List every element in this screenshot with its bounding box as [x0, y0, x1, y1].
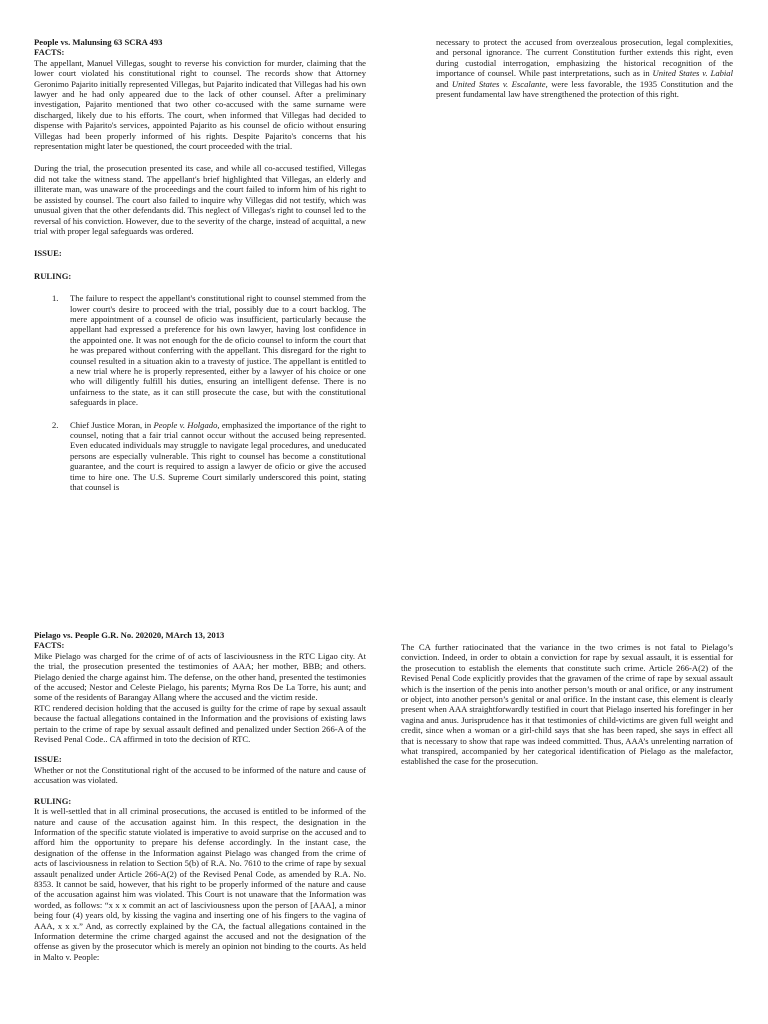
case1-right-column — [436, 37, 733, 99]
case1-ruling-item-1 — [52, 293, 366, 408]
case2-right-text: The CA further ratiocinated that the variance in the two crimes is not fatal to Pielago’s conviction. Indeed, in order to obtain a conviction for rape by sexual assault, it is essential for the prosecution to establish the elements that constitute such crime. Article 266-A(2) of the Revised Penal Code explicitly provides that the gravamen of the crime of rape by sexual assault which is the insertion of the penis into another person’s mouth or anal orifice, or any instrument or object, into another person’s genital or anal orifice. In the instant case, this element is clearly present when AAA straightforwardly testified in court that Pielago inserted his forefinger in her vagina and anus. Jurisprudence has it that testimonies of child-victims are given full weight and credit, since when a woman or a girl-child says that she has been raped, she says in effect all that is necessary to show that rape was indeed committed. Thus, AAA’s unrelenting narration of what transpired, accompanied by her categorical identification of Pielago as the malefactor, established the case for the prosecution. — [401, 642, 733, 767]
case1-continuation — [436, 37, 733, 99]
case2-left-column — [34, 630, 366, 962]
case2-title: Pielago vs. People G.R. No. 202020, MArch 13, 2013 — [34, 630, 225, 640]
case2-facts-paragraph-2: RTC rendered decision holding that the accused is guilty for the crime of rape by sexual assault because the factual allegations contained in the Information and the provisions of existing laws pertain to the crime of rape by sexual assault defined and penalized under Section 266-A of the Revised Penal Code.. CA affirmed in toto the decision of RTC. — [34, 702, 366, 745]
case1-ruling-item-1-number: 1. — [52, 293, 59, 304]
case1-facts-paragraph-1: The appellant, Manuel Villegas, sought to reverse his conviction for murder, claiming that the lower court violated his constitutional right to counsel. The records show that Attorney Geronimo Pajarito initially represented Villegas, but Pajarito indicated that Villegas had his own lawyer and he had only appeared due to the lack of other counsel. After a preliminary investigation, Pajarito mentioned that two other co-accused with the same surname were discharged, likely due to his efforts. The court, when informed that Villegas had decided to dispense with Pajarito's services, appointed Pajarito as his counsel de oficio without ensuring Villegas had been properly informed of his rights. Despite Pajarito's concerns that his representation might later be questioned, the court proceeded with the trial. — [34, 57, 366, 152]
case1-continuation-citation-2: United States v. Escalante — [451, 78, 546, 89]
case1-issue-label: ISSUE: — [34, 248, 62, 259]
case2-facts-label: FACTS: — [34, 640, 65, 651]
case1-ruling-item-2-number: 2. — [52, 419, 59, 430]
case1-ruling-item-2-case-citation: People v. Holgado — [153, 419, 218, 430]
case1-facts-paragraph-2: During the trial, the prosecution presented its case, and while all co-accused testified, Villegas did not take the witness stand. The appellant's brief highlighted that Villegas, an elderly and illiterate man, was unaware of the proceedings and the court failed to inform him of his right to be assisted by counsel. The court also failed to inquire why Villegas did not testify, which was unusual given that the other defendants did. This neglect of Villegas's right to counsel led to the reversal of his conviction. However, due to the severity of the charge, instead of acquittal, a new trial with proper legal safeguards was ordered. — [34, 163, 366, 236]
case1-ruling-item-1-text: The failure to respect the appellant's constitutional right to counsel stemmed from the lower court's desire to proceed with the trial, possibly due to a court backlog. The mere appointment of a counsel de oficio was insufficient, particularly because the appellant had expressed a preference for his own lawyer, having lost confidence in the appointed one. It was not enough for the de oficio counsel to inform the court that he was prepared without conferring with the appellant. This disregard for the right to counsel resulted in a situation akin to a travesty of justice. The appellant is entitled to a new trial where he is properly represented, either by a lawyer of his choice or one who will diligently fulfill his duties, ensuring an intelligent defense. There is no unfairness to the state, as it can still prosecute the case, but with the constitutional safeguards in place. — [70, 293, 366, 408]
case1-continuation-text-b: and — [436, 78, 452, 89]
case1-ruling-list — [52, 293, 366, 493]
case1-left-column — [34, 37, 366, 502]
case2-right-column — [401, 642, 733, 767]
case1-ruling-item-2 — [52, 419, 366, 493]
case2-issue-label: ISSUE: — [34, 754, 62, 765]
case1-ruling-item-2-text-b: , emphasized the importance of the right to counsel, noting that a fair trial cannot occur without the accused being represented. Even educated individuals may struggle to navigate legal procedures, and uneducated persons are especially vulnerable. This right to counsel has become a constitutional guarantee, and the court is required to assign a lawyer de oficio or give the accused time to hire one. The U.S. Supreme Court similarly underscored this point, stating that counsel is — [70, 419, 366, 493]
case1-ruling-item-2-text-a: Chief Justice Moran, in — [70, 419, 154, 430]
case1-ruling-label: RULING: — [34, 270, 72, 281]
case1-continuation-text-c: , were less favorable, the 1935 Constitution and the present fundamental law have strengthened the protection of this right. — [436, 78, 734, 100]
case1-title: People vs. Malunsing 63 SCRA 493 — [34, 37, 163, 47]
case2-issue-text: Whether or not the Constitutional right of the accused to be informed of the nature and cause of accusation was violated. — [34, 764, 366, 786]
case2-ruling-label: RULING: — [34, 795, 72, 806]
case2-ruling-text: It is well-settled that in all criminal prosecutions, the accused is entitled to be informed of the nature and cause of the accusation against him. In this respect, the designation in the Information of the specific statute violated is imperative to avoid surprise on the accused and to afford him the opportunity to prepare his defense accordingly. In the instant case, the designation of the offense in the Information against Pielago was changed from the crime of acts of lasciviousness in relation to Section 5(b) of R.A. No. 7610 to the crime of rape by sexual assault penalized under Article 266-A(2) of the Revised Penal Code, as amended by R.A. No. 8353. It cannot be said, however, that his right to be properly informed of the nature and cause of the accusation against him was violated. This Court is not unaware that the Information was worded, as follows: “x x x commit an act of lasciviousness upon the person of [AAA], a minor being four (4) years old, by kissing the vagina and inserting one of his fingers to the vagina of AAA, x x x.” And, as correctly explained by the CA, the factual allegations contained in the Information determine the crime charged against the accused and not the designation of the offense as given by the prosecutor which is merely an opinion not binding to the courts. As held in Malto v. People: — [34, 806, 366, 962]
case2-facts-paragraph-1: Mike Pielago was charged for the crime of of acts of lasciviousness in the RTC Ligao city. At the trial, the prosecution presented the testimonies of AAA; her mother, BBB; and others. Pielago denied the charge against him. The defense, on the other hand, presented the testimonies of the accused; Nestor and Celeste Pielago, his parents; Myrna Ros De La Torre, his aunt; and some of the residents of Barangay Allang where the accused and the victim reside. — [34, 650, 366, 703]
case1-continuation-citation-1: United States v. Labial — [652, 68, 733, 79]
case1-facts-label: FACTS: — [34, 47, 65, 58]
case1-continuation-text-a: necessary to protect the accused from overzealous prosecution, legal complexities, and personal ignorance. The current Constitution further extends this right, even during custodial interrogation, emphasizing the historical recognition of the importance of counsel. While past interpretations, such as in — [436, 37, 733, 79]
